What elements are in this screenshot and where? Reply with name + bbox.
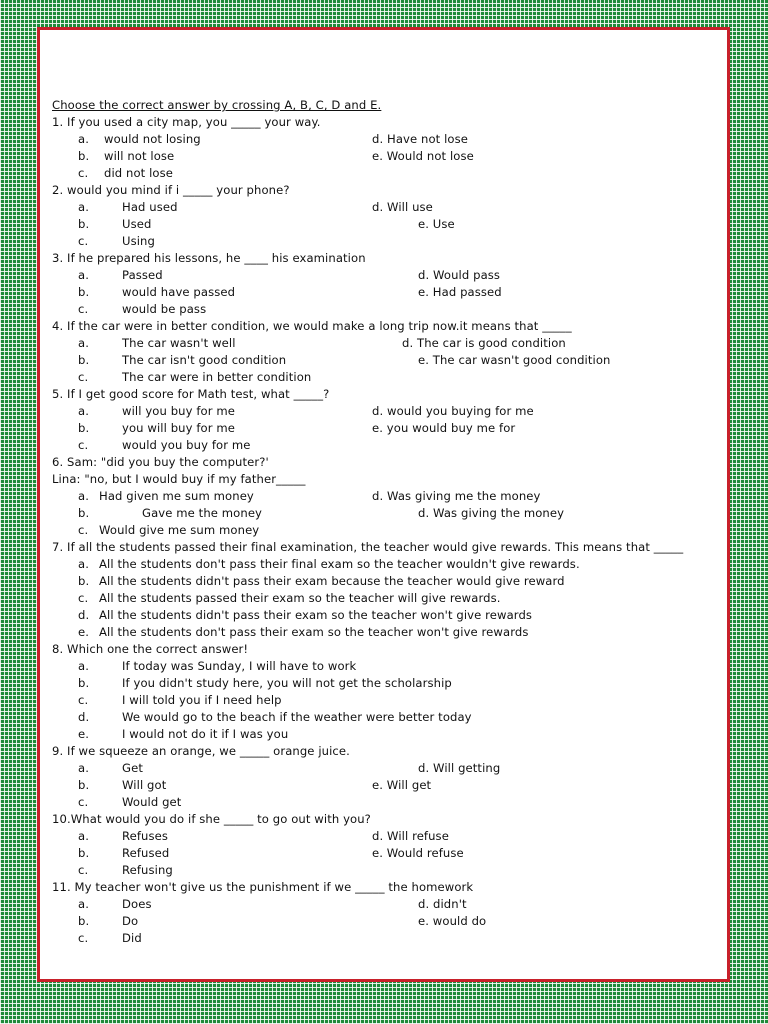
option-right-column: e. Would refuse	[372, 846, 464, 860]
option-row[interactable]	[52, 284, 717, 301]
option-letter: b.	[78, 676, 90, 690]
option-letter: c.	[78, 523, 89, 537]
question-stem: 8. Which one the correct answer!	[52, 642, 249, 656]
option-row[interactable]	[52, 522, 717, 539]
option-row[interactable]	[52, 658, 717, 675]
option-text: did not lose	[104, 166, 173, 180]
option-row[interactable]	[52, 760, 717, 777]
question-3	[52, 250, 717, 318]
option-right-column: d. Was giving the money	[418, 506, 565, 520]
option-letter: c.	[78, 438, 89, 452]
option-text: All the students don't pass their final exam so the teacher wouldn't give rewards.	[99, 557, 580, 571]
question-stem: 4. If the car were in better condition, we would make a long trip now.it means that _____	[52, 319, 572, 333]
worksheet-page	[40, 30, 727, 979]
option-row[interactable]	[52, 862, 717, 879]
option-text: Refuses	[122, 829, 169, 843]
option-row[interactable]	[52, 199, 717, 216]
question-9	[52, 743, 717, 811]
question-stem: 5. If I get good score for Math test, what _____?	[52, 387, 330, 401]
option-row[interactable]	[52, 131, 717, 148]
option-row[interactable]	[52, 930, 717, 947]
option-letter: b.	[78, 778, 90, 792]
question-stem: 6. Sam: "did you buy the computer?'	[52, 455, 269, 469]
option-letter: a.	[78, 557, 89, 571]
option-row[interactable]	[52, 573, 717, 590]
option-right-column: e. Had passed	[418, 285, 502, 299]
option-letter: e.	[78, 727, 90, 741]
option-right-column: d. would you buying for me	[372, 404, 534, 418]
option-text: I will told you if I need help	[122, 693, 282, 707]
option-right-column: d. Will getting	[418, 761, 501, 775]
option-row[interactable]	[52, 896, 717, 913]
option-letter: c.	[78, 931, 89, 945]
option-row[interactable]	[52, 335, 717, 352]
option-row[interactable]	[52, 233, 717, 250]
option-letter: b.	[78, 217, 90, 231]
option-letter: b.	[78, 285, 90, 299]
question-8	[52, 641, 717, 743]
option-text: All the students don't pass their exam so the teacher won't give rewards	[99, 625, 529, 639]
option-letter: c.	[78, 234, 89, 248]
option-right-column: d. The car is good condition	[402, 336, 566, 350]
option-right-column: e. Will get	[372, 778, 432, 792]
option-row[interactable]	[52, 913, 717, 930]
option-letter: a.	[78, 200, 89, 214]
option-right-column: e. The car wasn't good condition	[418, 353, 611, 367]
question-11	[52, 879, 717, 947]
option-right-column: d. Will refuse	[372, 829, 449, 843]
option-text: Used	[122, 217, 152, 231]
option-letter: b.	[78, 574, 90, 588]
option-letter: a.	[78, 897, 89, 911]
option-letter: d.	[78, 710, 90, 724]
question-4	[52, 318, 717, 386]
option-text: I would not do it if I was you	[122, 727, 289, 741]
option-right-column: d. Was giving me the money	[372, 489, 541, 503]
question-stem: 2. would you mind if i _____ your phone?	[52, 183, 290, 197]
option-text: Refusing	[122, 863, 173, 877]
option-text: Gave me the money	[142, 506, 263, 520]
option-row[interactable]	[52, 590, 717, 607]
question-1	[52, 114, 717, 182]
option-text: will you buy for me	[122, 404, 236, 418]
option-text: Had used	[122, 200, 178, 214]
option-row[interactable]	[52, 216, 717, 233]
option-right-column: d. Have not lose	[372, 132, 468, 146]
option-letter: b.	[78, 914, 90, 928]
option-row[interactable]	[52, 624, 717, 641]
option-text: would you buy for me	[122, 438, 251, 452]
question-6	[52, 454, 717, 539]
option-letter: a.	[78, 829, 89, 843]
option-text: The car wasn't well	[122, 336, 236, 350]
option-text: will not lose	[104, 149, 175, 163]
option-text: would not losing	[104, 132, 201, 146]
option-right-column: d. Would pass	[418, 268, 501, 282]
question-stem: 7. If all the students passed their final examination, the teacher would give rewards. This means that _____	[52, 540, 684, 554]
option-row[interactable]	[52, 148, 717, 165]
option-row[interactable]	[52, 607, 717, 624]
question-stem: 3. If he prepared his lessons, he ____ his examination	[52, 251, 366, 265]
worksheet-content	[52, 97, 717, 947]
question-stem-continued: Lina: "no, but I would buy if my father_____	[52, 472, 306, 486]
option-letter: b.	[78, 506, 90, 520]
option-letter: e.	[78, 625, 90, 639]
option-row[interactable]	[52, 845, 717, 862]
option-letter: c.	[78, 863, 89, 877]
option-letter: a.	[78, 268, 89, 282]
option-text: Did	[122, 931, 142, 945]
option-row[interactable]	[52, 828, 717, 845]
option-right-column: e. Would not lose	[372, 149, 474, 163]
option-letter: a.	[78, 761, 89, 775]
option-row[interactable]	[52, 420, 717, 437]
option-letter: a.	[78, 404, 89, 418]
option-right-column: e. would do	[418, 914, 487, 928]
option-row[interactable]	[52, 505, 717, 522]
option-letter: c.	[78, 693, 89, 707]
option-letter: d.	[78, 608, 90, 622]
option-letter: a.	[78, 336, 89, 350]
option-text: If today was Sunday, I will have to work	[122, 659, 357, 673]
option-row[interactable]	[52, 165, 717, 182]
option-row[interactable]	[52, 369, 717, 386]
option-text: Would get	[122, 795, 182, 809]
option-text: All the students didn't pass their exam so the teacher won't give rewards	[99, 608, 533, 622]
option-row[interactable]	[52, 692, 717, 709]
option-text: Get	[122, 761, 143, 775]
option-letter: b.	[78, 846, 90, 860]
page-border	[37, 27, 730, 982]
question-stem: 1. If you used a city map, you _____ your way.	[52, 115, 321, 129]
question-stem: 9. If we squeeze an orange, we _____ orange juice.	[52, 744, 350, 758]
option-right-column: e. you would buy me for	[372, 421, 516, 435]
option-row[interactable]	[52, 301, 717, 318]
option-text: Does	[122, 897, 152, 911]
question-stem: 10.What would you do if she _____ to go out with you?	[52, 812, 371, 826]
option-right-column: e. Use	[418, 217, 455, 231]
option-text: Do	[122, 914, 139, 928]
option-row[interactable]	[52, 675, 717, 692]
question-stem: 11. My teacher won't give us the punishment if we _____ the homework	[52, 880, 474, 894]
option-text: you will buy for me	[122, 421, 236, 435]
option-text: Will got	[122, 778, 167, 792]
option-row[interactable]	[52, 403, 717, 420]
option-text: Refused	[122, 846, 170, 860]
option-text: If you didn't study here, you will not get the scholarship	[122, 676, 452, 690]
option-row[interactable]	[52, 777, 717, 794]
question-2	[52, 182, 717, 250]
option-text: The car isn't good condition	[122, 353, 287, 367]
instructions: Choose the correct answer by crossing A, B, C, D and E.	[52, 98, 382, 112]
option-row[interactable]	[52, 556, 717, 573]
option-letter: a.	[78, 132, 89, 146]
option-row[interactable]	[52, 709, 717, 726]
option-row[interactable]	[52, 437, 717, 454]
question-7	[52, 539, 717, 641]
option-letter: a.	[78, 489, 89, 503]
option-row[interactable]	[52, 794, 717, 811]
option-text: Had given me sum money	[99, 489, 254, 503]
option-letter: c.	[78, 302, 89, 316]
option-letter: b.	[78, 149, 90, 163]
option-text: All the students didn't pass their exam because the teacher would give reward	[99, 574, 565, 588]
option-right-column: d. Will use	[372, 200, 433, 214]
option-text: Passed	[122, 268, 163, 282]
option-letter: b.	[78, 421, 90, 435]
option-letter: c.	[78, 795, 89, 809]
option-text: The car were in better condition	[122, 370, 312, 384]
option-letter: c.	[78, 166, 89, 180]
option-text: would have passed	[122, 285, 236, 299]
option-text: Using	[122, 234, 155, 248]
option-right-column: d. didn't	[418, 897, 467, 911]
option-letter: a.	[78, 659, 89, 673]
option-row[interactable]	[52, 267, 717, 284]
option-letter: c.	[78, 370, 89, 384]
option-row[interactable]	[52, 488, 717, 505]
option-row[interactable]	[52, 352, 717, 369]
option-text: Would give me sum money	[99, 523, 260, 537]
option-text: All the students passed their exam so the teacher will give rewards.	[99, 591, 501, 605]
option-row[interactable]	[52, 726, 717, 743]
question-5	[52, 386, 717, 454]
option-letter: b.	[78, 353, 90, 367]
question-10	[52, 811, 717, 879]
option-text: would be pass	[122, 302, 207, 316]
option-text: We would go to the beach if the weather were better today	[122, 710, 472, 724]
option-letter: c.	[78, 591, 89, 605]
